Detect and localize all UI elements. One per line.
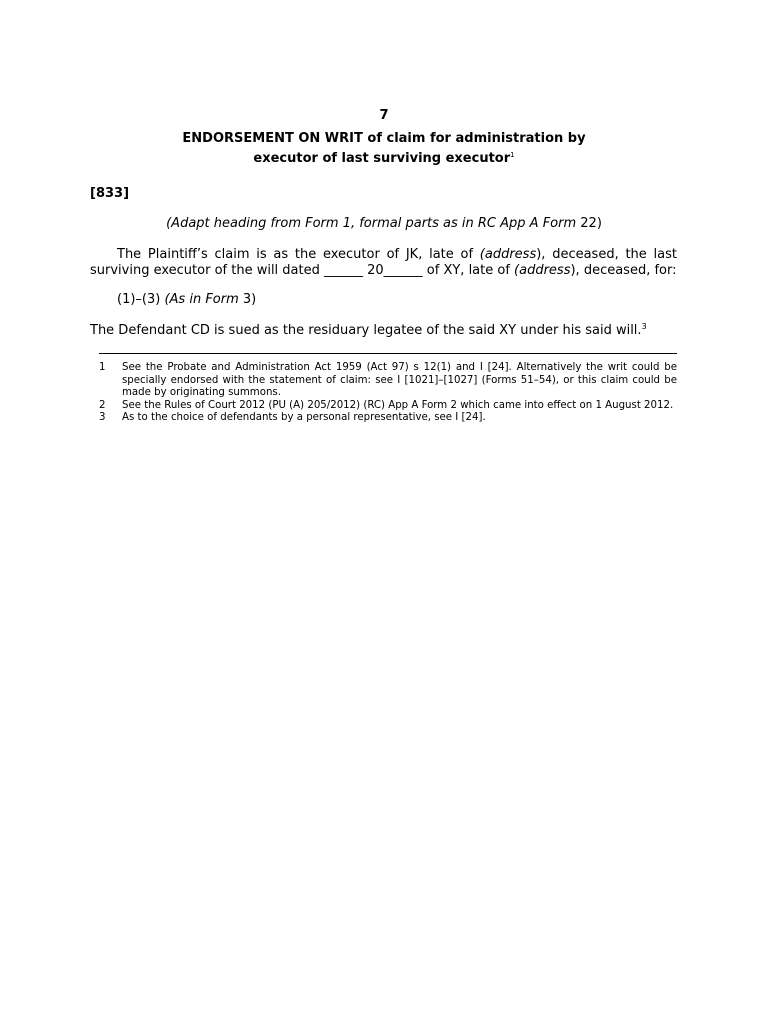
footnote-number: 3 — [99, 412, 106, 423]
paragraph-reference: [833] — [90, 186, 130, 201]
claim-address1: (address — [479, 247, 537, 262]
claim-items — [117, 292, 256, 307]
adapt-italic: Adapt heading from Form 1, formal parts as in RC App A Form — [171, 216, 577, 231]
adapt-heading-instruction — [0, 216, 768, 231]
defendant-paragraph — [90, 322, 647, 338]
footnote-divider — [99, 353, 677, 354]
claim-address2: (address — [514, 262, 571, 278]
form-title-line1: ENDORSEMENT ON WRIT of claim for administration by — [182, 131, 586, 146]
items-range: (1)–(3) — [117, 292, 165, 307]
defendant-text: The Defendant CD is sued as the residuary legatee of the said XY under his said will. — [90, 323, 642, 338]
adapt-close: 22) — [576, 216, 602, 231]
footnote-ref-3: 3 — [641, 322, 647, 331]
footnote-number: 1 — [99, 362, 106, 373]
items-italic: (As in Form — [164, 292, 239, 307]
footnotes — [99, 362, 677, 425]
claim-paragraph — [90, 247, 677, 278]
footnote-number: 2 — [99, 399, 106, 411]
adapt-open: ( — [166, 216, 172, 231]
claim-part3: ), deceased, for: — [570, 262, 677, 278]
footnote — [99, 362, 677, 400]
footnote-ref-1: 1 — [510, 151, 515, 159]
footnote-text: As to the choice of defendants by a personal representative, see I [24]. — [122, 412, 486, 423]
footnote — [99, 400, 677, 413]
form-number: 7 — [379, 108, 389, 123]
footnote-text: See the Probate and Administration Act 1959 (Act 97) s 12(1) and I [24]. Alternatively the writ could be specially endorsed with the statement of claim: see I [1021]–[1027] (Forms 51–54), or this claim could be made by originating summons. — [122, 362, 677, 398]
claim-part1: The Plaintiff’s claim is as the executor of JK, late of — [117, 247, 480, 262]
form-title-line2: executor of last surviving executor — [253, 151, 511, 166]
footnote — [99, 412, 677, 425]
form-title — [150, 131, 618, 167]
items-close: 3) — [238, 292, 257, 307]
footnote-text: See the Rules of Court 2012 (PU (A) 205/2012) (RC) App A Form 2 which came into effect on 1 August 2012. — [122, 399, 674, 411]
claim-part2: ), deceased, the last surviving executor of the will dated ______ 20______ of XY, late of — [90, 247, 677, 278]
